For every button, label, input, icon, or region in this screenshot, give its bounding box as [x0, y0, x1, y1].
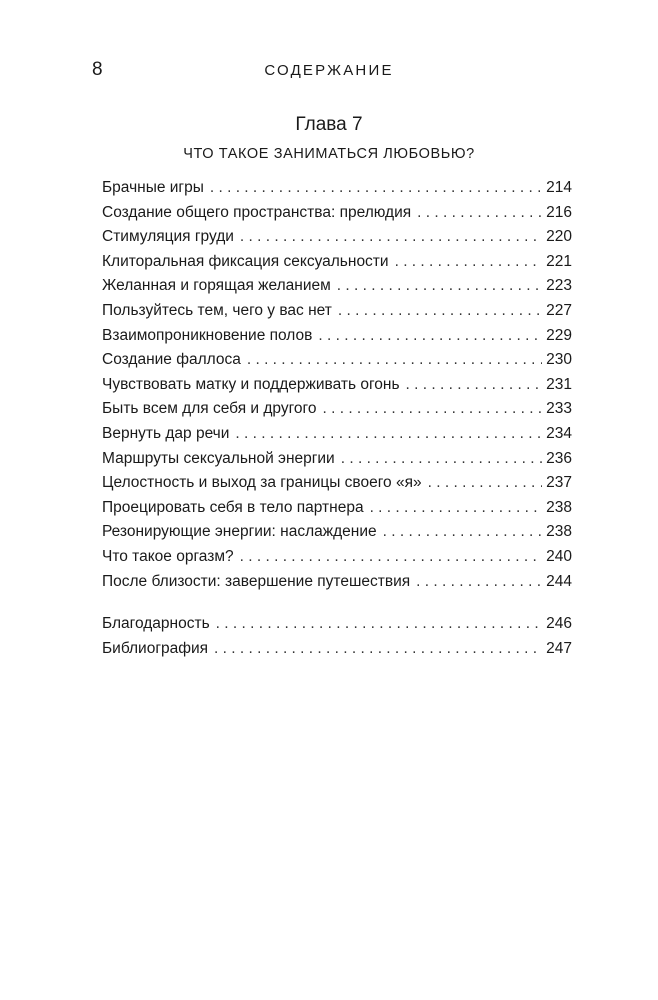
toc-entry [102, 299, 572, 324]
toc-entry-title: Резонирующие энергии: наслаждение [102, 523, 377, 541]
toc-entry-title: После близости: завершение путешествия [102, 572, 411, 590]
toc-entry-title: Целостность и выход за границы своего «я» [102, 474, 422, 492]
toc-entry-page: 238 [546, 523, 572, 541]
toc-entry [102, 348, 572, 373]
toc-entry [102, 570, 572, 595]
toc-entry-title: Библиография [102, 639, 209, 657]
toc-chapter-entries [102, 176, 572, 594]
toc-entry-page: 244 [546, 572, 572, 590]
dot-leader [210, 176, 542, 201]
toc-entry-title: Проецировать себя в тело партнера [102, 498, 364, 516]
toc-entry-page: 220 [546, 228, 572, 246]
dot-leader [341, 447, 542, 472]
toc-back-matter [102, 612, 572, 661]
toc-entry [102, 201, 572, 226]
toc-entry-page: 247 [546, 639, 572, 657]
chapter-number: Глава 7 [295, 114, 363, 135]
toc-entry [102, 612, 572, 637]
dot-leader [395, 250, 543, 275]
toc-entry-title: Взаимопроникновение полов [102, 326, 313, 344]
toc-entry-title: Благодарность [102, 615, 210, 632]
toc-entry-title: Создание общего пространства: прелюдия [102, 203, 412, 221]
dot-leader [338, 299, 542, 324]
toc-entry-page: 233 [546, 400, 572, 418]
dot-leader [417, 201, 542, 226]
toc-entry [102, 397, 572, 422]
toc-entry-title: Чувствовать матку и поддерживать огонь [102, 375, 400, 393]
toc-entry [102, 176, 572, 201]
toc-entry [102, 637, 572, 662]
toc-entry-page: 246 [546, 615, 572, 632]
toc-entry-page: 234 [546, 424, 572, 442]
toc-entry [102, 545, 572, 570]
toc-entry [102, 274, 572, 299]
toc-entry-page: 227 [546, 301, 572, 319]
dot-leader [240, 545, 543, 570]
toc-entry-title: Стимуляция груди [102, 228, 234, 246]
toc-entry-title: Вернуть дар речи [102, 424, 230, 442]
page-number: 8 [92, 59, 103, 80]
toc-entry-page: 237 [546, 474, 572, 492]
toc-entry-page: 238 [546, 498, 572, 516]
chapter-title: ЧТО ТАКОЕ ЗАНИМАТЬСЯ ЛЮБОВЬЮ? [183, 146, 475, 162]
toc-entry-page: 214 [546, 179, 572, 196]
dot-leader [337, 274, 542, 299]
toc-entry-title: Пользуйтесь тем, чего у вас нет [102, 301, 332, 319]
toc-entry [102, 447, 572, 472]
dot-leader [406, 373, 543, 398]
dot-leader [214, 637, 542, 662]
toc-entry-page: 223 [546, 277, 572, 295]
toc-entry-title: Желанная и горящая желанием [102, 277, 331, 295]
toc-entry [102, 471, 572, 496]
toc-entry [102, 496, 572, 521]
dot-leader [416, 570, 542, 595]
toc-entry-title: Клиторальная фиксация сексуальности [102, 252, 389, 270]
toc-entry-page: 216 [546, 203, 572, 221]
toc-entry-page: 230 [546, 351, 572, 369]
dot-leader [318, 324, 542, 349]
toc-entry-title: Маршруты сексуальной энергии [102, 449, 335, 467]
toc-entry-title: Быть всем для себя и другого [102, 400, 317, 418]
toc-entry-title: Что такое оргазм? [102, 547, 234, 565]
toc-entry-page: 221 [546, 252, 572, 270]
toc-entry [102, 373, 572, 398]
dot-leader [428, 471, 543, 496]
dot-leader [370, 496, 543, 521]
toc-entry-title: Создание фаллоса [102, 351, 241, 369]
dot-leader [247, 348, 542, 373]
dot-leader [240, 225, 542, 250]
toc-entry-page: 240 [546, 547, 572, 565]
toc-entry [102, 225, 572, 250]
toc-entry [102, 422, 572, 447]
dot-leader [216, 612, 542, 637]
running-header: СОДЕРЖАНИЕ [264, 62, 394, 79]
dot-leader [235, 422, 542, 447]
toc-entry [102, 250, 572, 275]
toc-entry-title: Брачные игры [102, 179, 204, 196]
toc-entry-page: 231 [546, 375, 572, 393]
toc-entry-page: 229 [546, 326, 572, 344]
toc-entry [102, 324, 572, 349]
toc-entry [102, 520, 572, 545]
toc-entry-page: 236 [546, 449, 572, 467]
dot-leader [383, 520, 542, 545]
dot-leader [322, 397, 542, 422]
